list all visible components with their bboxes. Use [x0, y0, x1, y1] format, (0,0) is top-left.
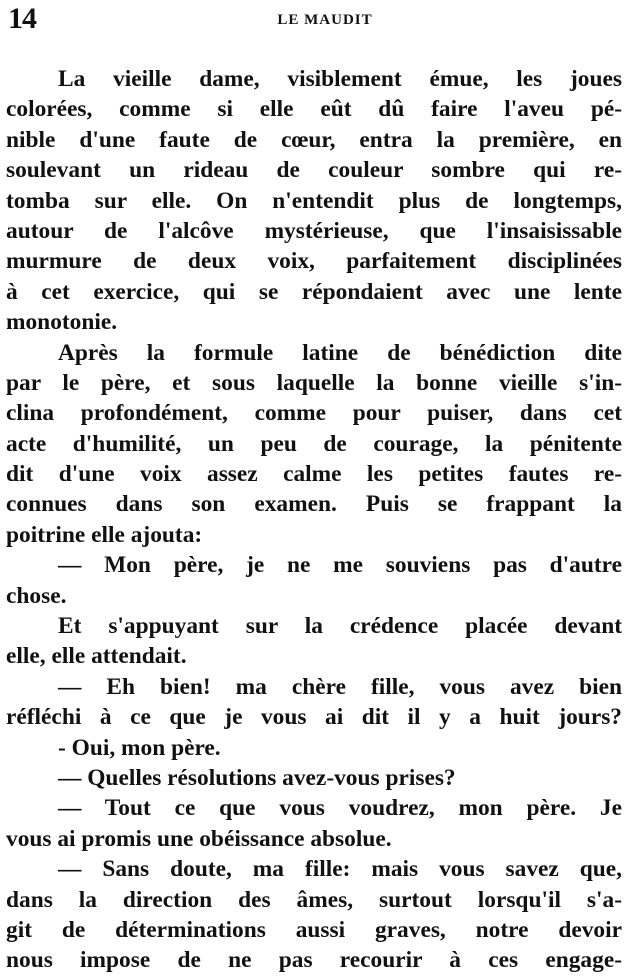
text-line: chose.: [6, 582, 67, 609]
text-line: — Quelles résolutions avez-vous prises?: [58, 764, 456, 791]
text-line: git de déterminations aussi graves, notre devoir: [6, 916, 622, 943]
text-line: dans la direction des âmes, surtout lorsqu'il s'a-: [6, 886, 622, 913]
text-line: clina profondément, comme pour puiser, dans cet: [6, 400, 622, 427]
page-number: 14: [8, 2, 36, 35]
text-line: — Tout ce que vous voudrez, mon père. Je: [58, 795, 622, 822]
text-line: tomba sur elle. On n'entendit plus de longtemps,: [6, 187, 622, 214]
text-line: Et s'appuyant sur la crédence placée devant: [58, 613, 622, 640]
text-line: acte d'humilité, un peu de courage, la pénitente: [6, 430, 622, 457]
text-line: nous impose de ne pas recourir à ces engage-: [6, 947, 622, 974]
text-line: vous ai promis une obéissance absolue.: [6, 825, 392, 852]
text-line: réfléchi à ce que je vous ai dit il y a huit jours?: [6, 704, 622, 731]
text-line: - Oui, mon père.: [58, 734, 221, 761]
text-line: soulevant un rideau de couleur sombre qui re-: [6, 157, 622, 184]
text-line: nible d'une faute de cœur, entra la première, en: [6, 126, 622, 153]
text-line: — Eh bien! ma chère fille, vous avez bien: [58, 673, 622, 700]
text-line: — Sans doute, ma fille: mais vous savez que,: [58, 856, 622, 883]
text-line: par le père, et sous laquelle la bonne vieille s'in-: [6, 369, 622, 396]
text-line: Après la formule latine de bénédiction dite: [58, 339, 622, 366]
text-line: monotonie.: [6, 309, 118, 336]
text-line: colorées, comme si elle eût dû faire l'aveu pé-: [6, 96, 622, 123]
text-line: murmure de deux voix, parfaitement disciplinées: [6, 248, 622, 275]
text-line: à cet exercice, qui se répondaient avec une lente: [6, 278, 622, 305]
text-line: poitrine elle ajouta:: [6, 521, 203, 548]
text-line: La vieille dame, visiblement émue, les joues: [58, 66, 622, 92]
page-header: [8, 2, 622, 42]
running-title: LE MAUDIT: [277, 12, 373, 28]
text-line: connues dans son examen. Puis se frappant la: [6, 491, 622, 518]
text-line: elle, elle attendait.: [6, 643, 187, 670]
text-line: dit d'une voix assez calme les petites fautes re-: [6, 461, 622, 488]
text-line: — Mon père, je ne me souviens pas d'autre: [58, 552, 622, 579]
body-text: [6, 64, 622, 976]
text-line: autour de l'alcôve mystérieuse, que l'insaisissable: [6, 217, 622, 244]
